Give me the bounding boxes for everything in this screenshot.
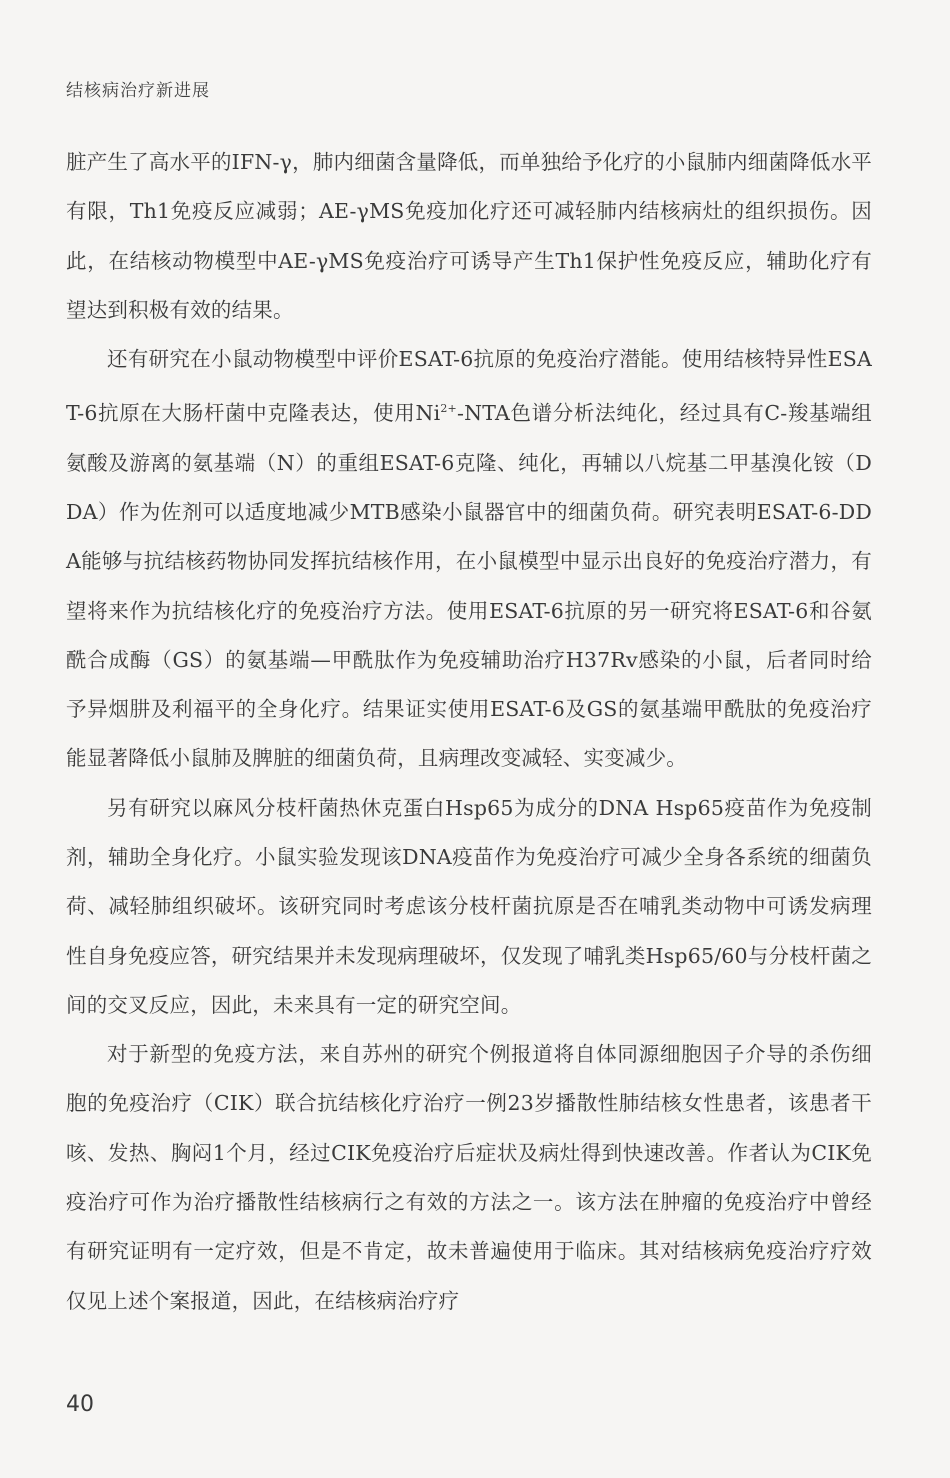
paragraph-2-part-2: -NTA色谱分析法纯化，经过具有C-羧基端组氨酸及游离的氨基端（N）的重组ESAT-6克隆、纯化，再辅以八烷基二甲基溴化铵（DDA）作为佐剂可以适度地减少MTB感染小鼠器官中的细菌负荷。研究表明ESAT-6-DDA能够与抗结核药物协同发挥抗结核作用，在小鼠模型中显示出良好的免疫治疗潜力，有望将来作为抗结核化疗的免疫治疗方法。使用ESAT-6抗原的另一研究将ESAT-6和谷氨酰合成酶（GS）的氨基端—甲酰肽作为免疫辅助治疗H37Rv感染的小鼠，后者同时给予异烟肼及利福平的全身化疗。结果证实使用ESAT-6及GS的氨基端甲酰肽的免疫治疗能显著降低小鼠肺及脾脏的细菌负荷，且病理改变减轻、实变减少。	[66, 401, 873, 771]
paragraph-1: 脏产生了高水平的IFN-γ，肺内细菌含量降低，而单独给予化疗的小鼠肺内细菌降低水平有限，Th1免疫反应减弱；AE-γMS免疫加化疗还可减轻肺内结核病灶的组织损伤。因此，在结核动物模型中AE-γMS免疫治疗可诱导产生Th1保护性免疫反应，辅助化疗有望达到积极有效的结果。	[66, 150, 872, 322]
running-header: 结核病治疗新进展	[66, 81, 210, 101]
paragraph-2	[66, 335, 872, 784]
superscript-charge: 2+	[440, 402, 457, 416]
paragraph-2-part-1: 还有研究在小鼠动物模型中评价ESAT-6抗原的免疫治疗潜能。使用结核特异性ESAT-6抗原在大肠杆菌中克隆表达，使用Ni	[66, 347, 872, 426]
paragraph-4: 对于新型的免疫方法，来自苏州的研究个例报道将自体同源细胞因子介导的杀伤细胞的免疫治疗（CIK）联合抗结核化疗治疗一例23岁播散性肺结核女性患者，该患者干咳、发热、胸闷1个月，经过CIK免疫治疗后症状及病灶得到快速改善。作者认为CIK免疫治疗可作为治疗播散性结核病行之有效的方法之一。该方法在肿瘤的免疫治疗中曾经有研究证明有一定疗效，但是不肯定，故未普遍使用于临床。其对结核病免疫治疗疗效仅见上述个案报道，因此，在结核病治疗疗	[66, 1042, 872, 1313]
body-text	[66, 138, 872, 1326]
page-number: 40	[66, 1392, 94, 1417]
paragraph-3: 另有研究以麻风分枝杆菌热休克蛋白Hsp65为成分的DNA Hsp65疫苗作为免疫制剂，辅助全身化疗。小鼠实验发现该DNA疫苗作为免疫治疗可减少全身各系统的细菌负荷、减轻肺组织破坏。该研究同时考虑该分枝杆菌抗原是否在哺乳类动物中可诱发病理性自身免疫应答，研究结果并未发现病理破坏，仅发现了哺乳类Hsp65/60与分枝杆菌之间的交叉反应，因此，未来具有一定的研究空间。	[66, 795, 872, 1017]
